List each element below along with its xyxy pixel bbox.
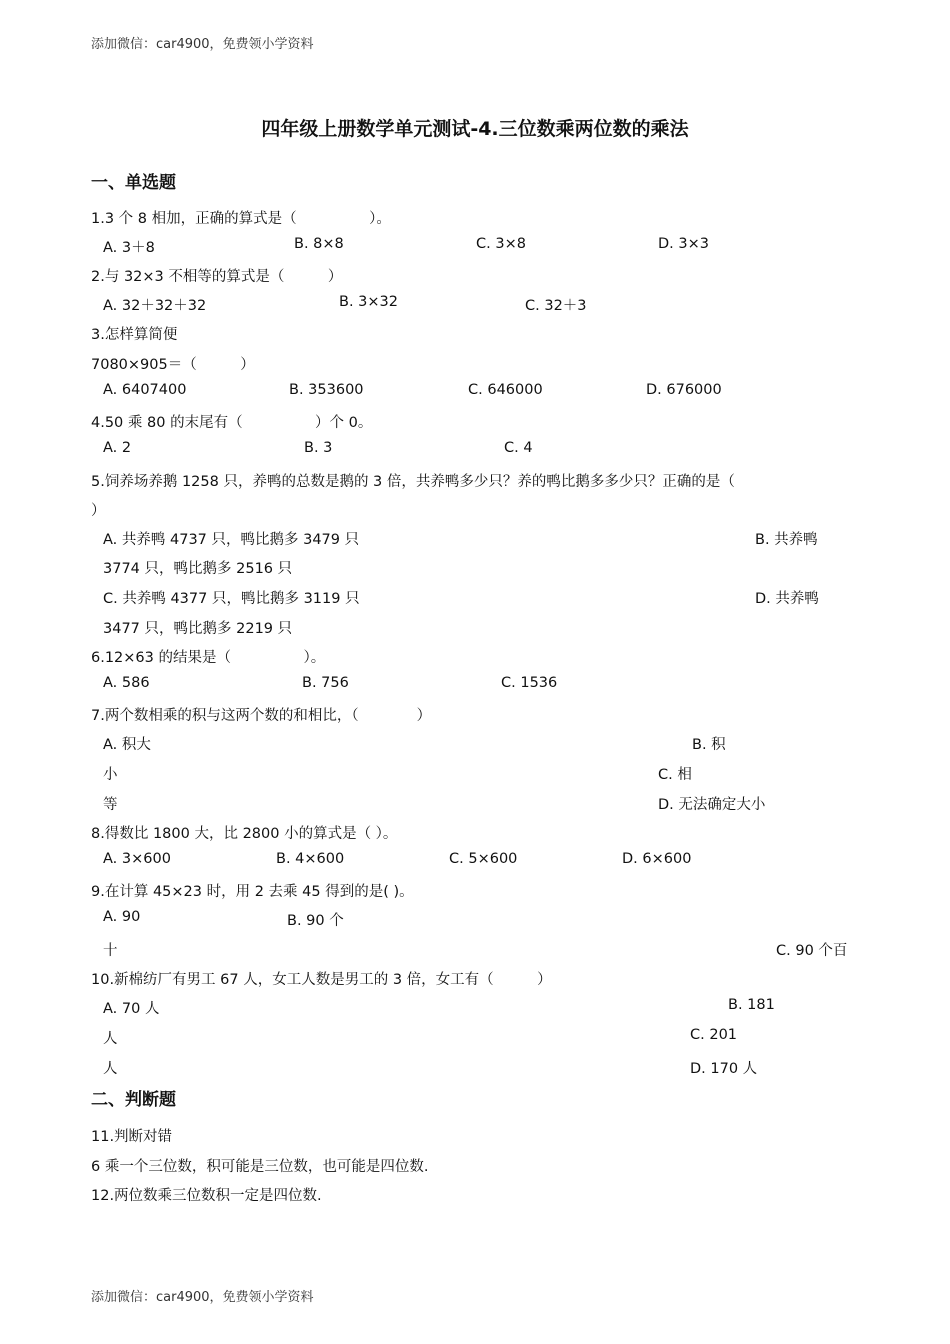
question-stem: 3.怎样算简便 <box>91 327 178 343</box>
section-heading-judge: 二、判断题 <box>91 1090 176 1110</box>
option-a: A. 32＋32＋32 <box>103 298 207 314</box>
option-b-continued: 十 <box>103 943 118 959</box>
option-c-continued: 等 <box>103 797 118 813</box>
option-c: C. 201 <box>690 1027 738 1043</box>
option-d: D. 共养鸭 <box>755 591 819 607</box>
option-c: C. 90 个百 <box>776 943 848 959</box>
option-c: C. 646000 <box>468 382 543 398</box>
option-d: D. 6×600 <box>622 851 692 867</box>
question-stem: 12.两位数乘三位数积一定是四位数. <box>91 1188 322 1204</box>
question-stem: 2.与 32×3 不相等的算式是（ ） <box>91 269 343 285</box>
option-c: C. 32＋3 <box>525 298 587 314</box>
section-heading-single-choice: 一、单选题 <box>91 173 176 193</box>
option-b: B. 积 <box>692 737 726 753</box>
option-c: C. 5×600 <box>449 851 518 867</box>
option-a: A. 3＋8 <box>103 240 155 256</box>
question-stem: 6.12×63 的结果是（ ）。 <box>91 650 326 666</box>
option-d: D. 无法确定大小 <box>658 797 766 813</box>
option-b: B. 3×32 <box>339 294 398 310</box>
question-stem: 7.两个数相乘的积与这两个数的和相比，（ ） <box>91 708 432 724</box>
option-d: D. 676000 <box>646 382 722 398</box>
option-b: B. 181 <box>728 997 775 1013</box>
question-stem: 8.得数比 1800 大，比 2800 小的算式是（ ）。 <box>91 826 398 842</box>
question-stem-line-2: 6 乘一个三位数，积可能是三位数，也可能是四位数. <box>91 1159 429 1175</box>
option-a: A. 积大 <box>103 737 151 753</box>
option-d: D. 3×3 <box>658 236 709 252</box>
option-b: B. 90 个 <box>287 913 344 929</box>
option-a: A. 586 <box>103 675 150 691</box>
option-a: A. 6407400 <box>103 382 187 398</box>
question-stem: 9.在计算 45×23 时，用 2 去乘 45 得到的是( )。 <box>91 884 414 900</box>
question-stem-continued: ） <box>91 503 106 519</box>
option-b: B. 353600 <box>289 382 364 398</box>
option-d-continued: 3477 只，鸭比鹅多 2219 只 <box>103 621 293 637</box>
option-c: C. 共养鸭 4377 只，鸭比鹅多 3119 只 <box>103 591 360 607</box>
option-b: B. 756 <box>302 675 349 691</box>
page-header: 添加微信：car4900，免费领小学资料 <box>91 37 314 52</box>
option-a: A. 3×600 <box>103 851 171 867</box>
option-b: B. 3 <box>304 440 333 456</box>
option-b: B. 4×600 <box>276 851 345 867</box>
option-c-continued: 人 <box>103 1061 118 1077</box>
page-footer: 添加微信：car4900，免费领小学资料 <box>91 1290 314 1305</box>
option-a: A. 70 人 <box>103 1001 160 1017</box>
option-b: B. 8×8 <box>294 236 344 252</box>
option-d: D. 170 人 <box>690 1061 758 1077</box>
option-b-continued: 小 <box>103 767 118 783</box>
page-title: 四年级上册数学单元测试-4.三位数乘两位数的乘法 <box>261 118 689 140</box>
question-stem-line-2: 7080×905＝（ ） <box>91 357 255 373</box>
option-c: C. 3×8 <box>476 236 526 252</box>
option-c: C. 相 <box>658 767 692 783</box>
question-stem: 11.判断对错 <box>91 1129 173 1145</box>
option-c: C. 4 <box>504 440 533 456</box>
option-a: A. 2 <box>103 440 132 456</box>
option-a: A. 共养鸭 4737 只，鸭比鹅多 3479 只 <box>103 532 360 548</box>
question-stem: 1.3 个 8 相加，正确的算式是（ ）。 <box>91 211 391 227</box>
question-stem: 4.50 乘 80 的末尾有（ ）个 0。 <box>91 415 373 431</box>
option-c: C. 1536 <box>501 675 558 691</box>
question-stem: 5.饲养场养鹅 1258 只，养鸭的总数是鹅的 3 倍，共养鸭多少只？养的鸭比鹅多多少只？正确的是（ <box>91 474 735 490</box>
option-a: A. 90 <box>103 909 141 925</box>
option-b: B. 共养鸭 <box>755 532 818 548</box>
question-stem: 10.新棉纺厂有男工 67 人，女工人数是男工的 3 倍，女工有（ ） <box>91 972 552 988</box>
option-b-continued: 3774 只，鸭比鹅多 2516 只 <box>103 561 293 577</box>
option-b-continued: 人 <box>103 1031 118 1047</box>
